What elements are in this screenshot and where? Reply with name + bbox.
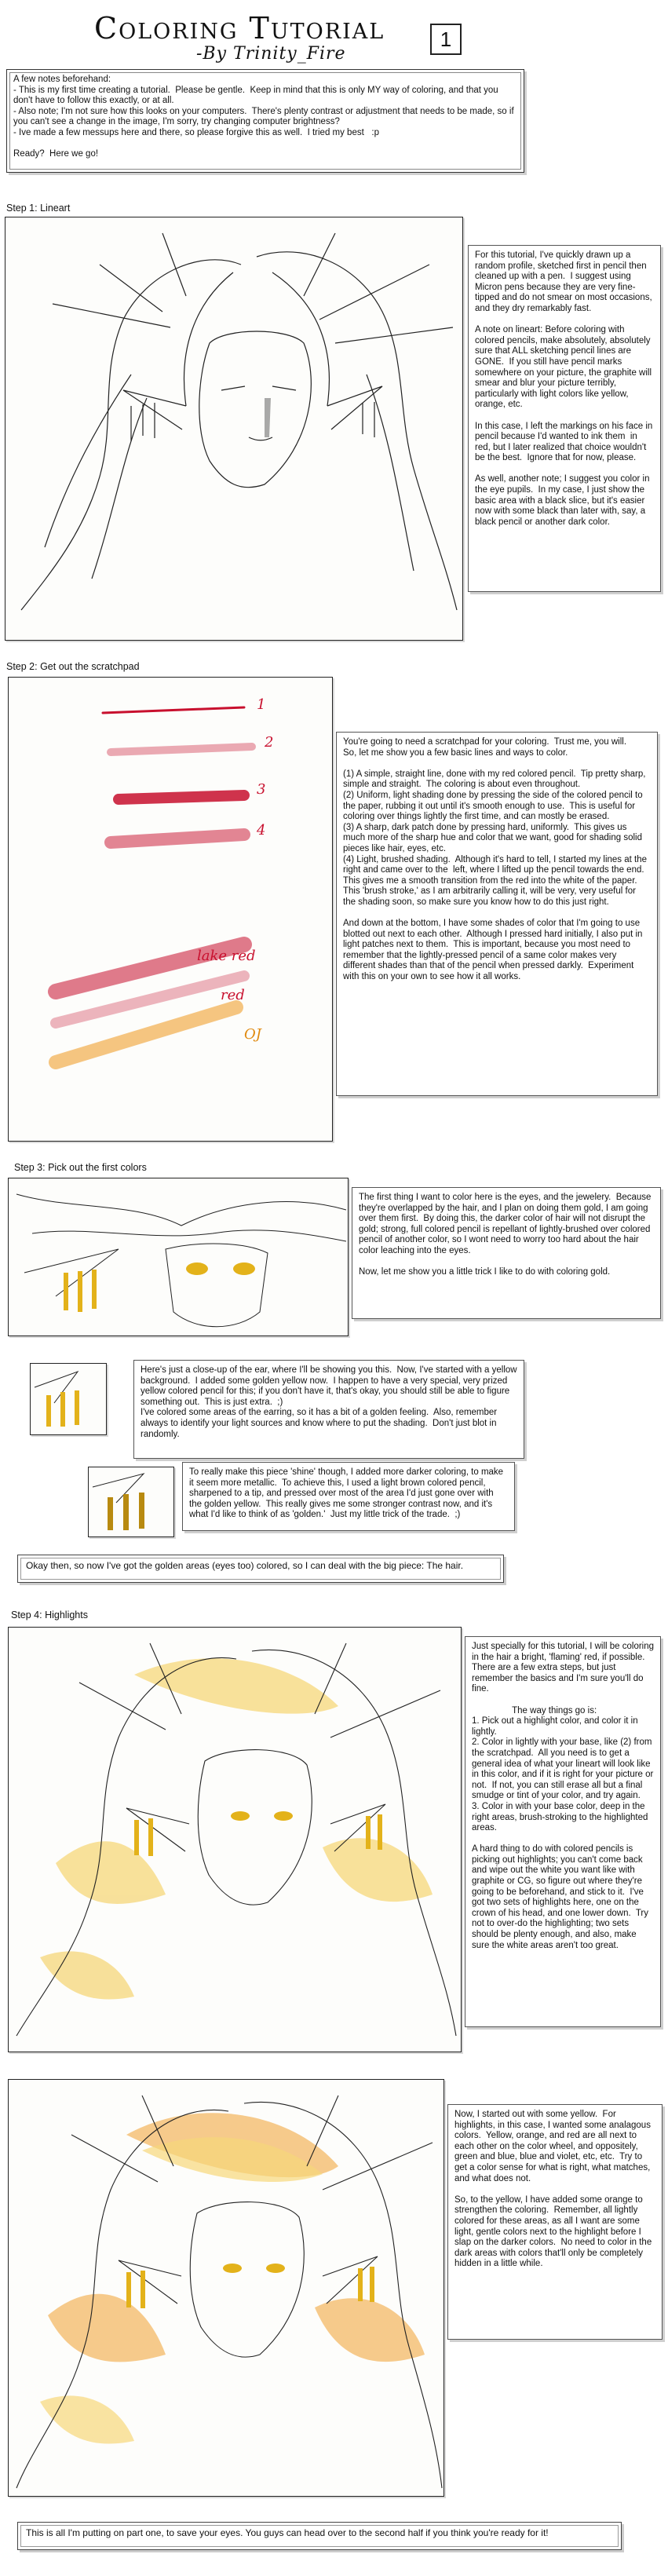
author-byline: -By Trinity_Fire (196, 44, 346, 64)
closing-banner: This is all I'm putting on part one, to save your eyes. You guys can head over to the second half if you think you're ready for it! (17, 2522, 622, 2550)
step1-text: For this tutorial, I've quickly drawn up a random profile, sketched first in pencil then cleaned up with a pen. I suggest using Micron pens because they are very fine-tipped and do not smear on most occasions, and they dry remarkably fast. A note on lineart: Before coloring with colored pencils, make absolutely, absolutely sure that ALL sketching pencil lines are GONE. If you still have pencil marks somewhere on your picture, the graphite will smear and blur your picture terribly, particularly with light colors like yellow, orange, etc. In this case, I left the markings on his face in pencil because I'd wanted to ink them in red, but I later realized that choice wouldn't be the best. Ignore that for now, please. As well, another note; I suggest you color in the eye pupils. In my case, I just show the basic area with a black slice, but it's easier now with some black than later with, say, a black pencil or another dark color. (468, 245, 661, 592)
step4-label: Step 4: Highlights (11, 1610, 88, 1621)
step2-text: You're going to need a scratchpad for your coloring. Trust me, you will. So, let me show you a few basic lines and ways to color. (1) A simple, straight line, done with my red colored pencil. Tip pretty sharp, simple and straight. The coloring is about even throughout. (2) Uniform, light shading done by pressing the side of the colored pencil to the paper, rubbing it out until it's smooth enough to use. This is useful for coloring over things lightly the first time, and can mostly be erased. (3) A sharp, dark patch done by pressing hard, uniformly. This gives us much more of the sharp hue and color that we want, good for shading solid pieces like hair, eyes, etc. (4) Light, brushed shading. Although it's hard to tell, I started my lines at the right and came over to the left, where I lifted up the pencil towards the end. This gives me a smooth transition from the red into the white of the paper. This 'brush stroke,' as I am arbitrarily calling it, will be very, very useful for the shading soon, so make sure you know how to do this just right. And down at the bottom, I have some shades of color that I'm going to use blotted out next to each other. Although I pressed hard initially, I also put in light patches next to them. This is important, because you most need to remember that the lightly-pressed pencil of a same color makes very different shades than that of the pencil when pressed darkly. Experiment with this on your own to see how it all works. (336, 732, 658, 1096)
step1-lineart-image (5, 217, 463, 641)
step3-banner: Okay then, so now I've got the golden areas (eyes too) colored, so I can deal with the big piece: The hair. (17, 1555, 504, 1583)
step4-highlights-image (8, 1627, 462, 2052)
step3-shine-text: To really make this piece 'shine' though, I added more darker coloring, to make it seem more metallic. To achieve this, I used a light brown colored pencil, sharpened to a tip, and pressed over most of the area I'd just gone over with the golden yellow. This really gives me some stronger contrast now, and it's what I'd like to think of as 'golden.' Just my little trick of the trade. ;) (182, 1462, 515, 1531)
step3-eyes-image (8, 1178, 349, 1336)
step1-label: Step 1: Lineart (6, 203, 71, 214)
step3-label: Step 3: Pick out the first colors (14, 1162, 147, 1173)
intro-note: A few notes beforehand: - This is my first time creating a tutorial. Please be gentle. Keep in mind that this is only MY way of coloring, and that you don't have to follow this exactly, or at all. - Also note; I'm not sure how this looks on your computers. There's plenty contrast or adjustment that needs to be made, so if you can't see a change in the image, I'm sorry, try changing computer brightness? - Ive made a few messups here and there, so please forgive this as well. I tried my best :p Ready? Here we go! (6, 69, 524, 173)
sample-label-red: red (221, 987, 245, 1003)
sample-label-1: 1 (257, 696, 266, 713)
sample-label-4: 4 (257, 822, 266, 839)
step4b-orange-image (8, 2079, 444, 2497)
step3-ear-text: Here's just a close-up of the ear, where I'll be showing you this. Now, I've started with a yellow background. I added some golden yellow now. I happen to have a very special, very prized yellow colored pencil for this; if you don't have it, that's okay, you should still be able to figure something out. This is just extra. ;) I've colored some areas of the earring, so it has a bit of a golden feeling. Also, remember always to identify your light sources and know where to put the shading. Don't just blot in randomly. (133, 1360, 524, 1459)
step2-scratchpad-image (8, 677, 333, 1142)
sample-label-2: 2 (265, 734, 274, 751)
step3-ear-closeup-image (30, 1363, 107, 1435)
step3-shine-image (88, 1467, 174, 1537)
step2-label: Step 2: Get out the scratchpad (6, 661, 140, 672)
page-number-badge: 1 (430, 24, 462, 55)
sample-label-lake-red: lake red (197, 948, 256, 964)
step4-text: Just specially for this tutorial, I will be coloring in the hair a bright, 'flaming' red, if possible. There are a few extra steps, but just remember the basics and I'm sure you'll do fine. The way things go is: 1. Pick out a highlight color, and color it in lightly. 2. Color in lightly with your base, like (2) from the scratchpad. All you need is to get a general idea of what your lineart will look like in this color, and if it is right for your picture or not. If not, you can still erase all but a final smudge or tint of your color, and try again. 3. Color in with your base color, deep in the right areas, brush-stroking to the highlighted areas. A hard thing to do with colored pencils is picking out highlights; you can't come back and wipe out the white you want like with graphite or CG, so figure out where they're going to be beforehand, and stick to it. I've got two sets of highlights here, one on the crown of his head, and one lower down. Try not to over-do the highlighting; two sets should be plenty enough, and also, make sure the white areas aren't too great. (465, 1636, 661, 2027)
step4b-text: Now, I started out with some yellow. For highlights, in this case, I wanted some analagous colors. Yellow, orange, and red are all next to each other on the color wheel, and oppositely, green and blue, blue and violet, etc, etc. Try to get a color sense for what is right, what matches, and what does not. So, to the yellow, I have added some orange to strengthen the coloring. Remember, all lightly colored for these areas, as all I want are some light, gentle colors next to the highlight before I slap on the darker colors. No need to color in the dark areas with colors that'll only be completely hidden in a little while. (447, 2104, 663, 2340)
page-title: Coloring Tutorial (94, 11, 385, 46)
step3-text: The first thing I want to color here is the eyes, and the jewelery. Because they're overlapped by the hair, and I plan on doing them gold, I am going over them first. By doing this, the darker color of hair will not disrupt the gold; strong, full colored pencil is repellant of lightly-brushed over colored pencil of another color, so I wont need to worry too hard about the hair color leaching into the eyes. Now, let me show you a little trick I like to do with coloring gold. (352, 1187, 661, 1319)
sample-label-3: 3 (257, 781, 266, 798)
sample-label-oj: OJ (244, 1026, 261, 1043)
